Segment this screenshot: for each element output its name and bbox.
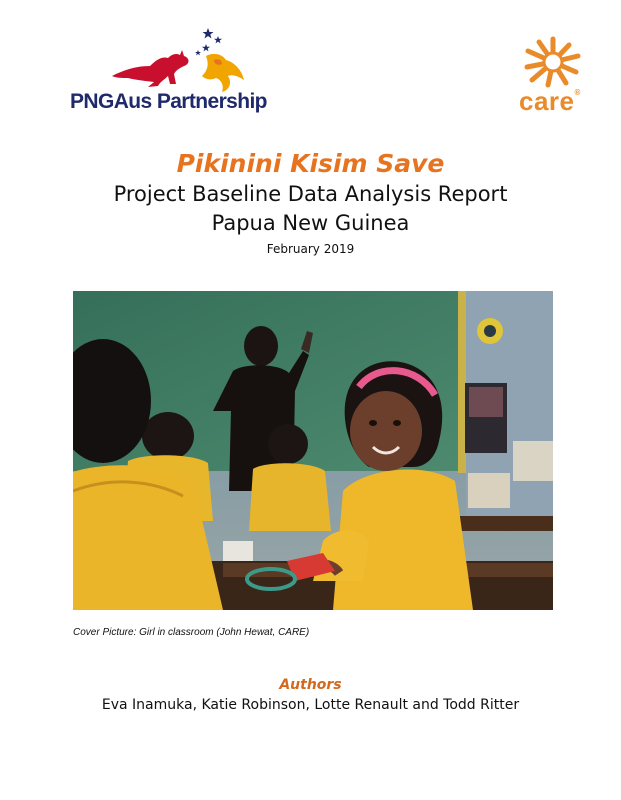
title-block [0, 148, 621, 260]
country-title: Papua New Guinea [211, 211, 410, 235]
cover-photo [73, 291, 553, 610]
authors-heading: Authors [279, 677, 342, 693]
care-logo [512, 36, 602, 116]
pngaus-partnership-logo [70, 26, 270, 116]
authors-names: Eva Inamuka, Katie Robinson, Lotte Renault and Todd Ritter [101, 697, 520, 713]
care-logo-text: care® [519, 86, 581, 116]
kangaroo-bird-of-paradise-icon [110, 26, 260, 96]
pngaus-logo-text: PNGAus Partnership [70, 90, 267, 113]
care-sunburst-icon [518, 36, 588, 88]
registered-mark: ® [574, 88, 581, 97]
report-title: Project Baseline Data Analysis Report [113, 182, 508, 206]
classroom-photo-illustration [73, 291, 553, 610]
project-title: Pikinini Kisim Save [176, 149, 445, 178]
report-date: February 2019 [266, 242, 355, 256]
cover-caption: Cover Picture: Girl in classroom (John Hewat, CARE) [73, 627, 310, 638]
